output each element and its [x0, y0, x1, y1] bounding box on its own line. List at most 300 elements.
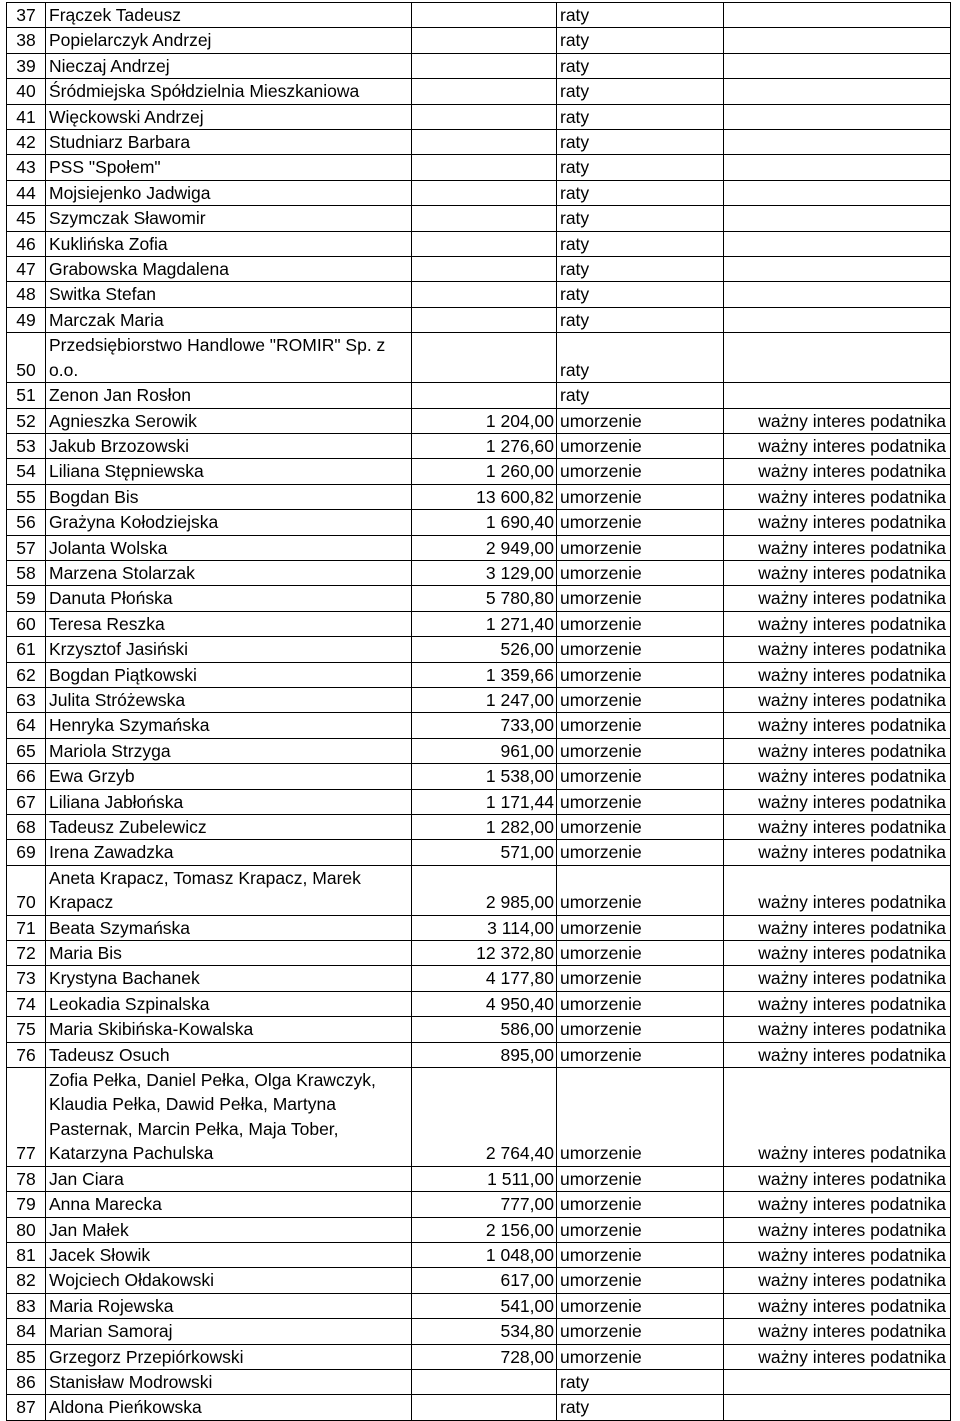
taxpayer-name: Zenon Jan Rosłon: [46, 383, 412, 408]
relief-reason: [724, 1369, 951, 1394]
relief-reason: ważny interes podatnika: [724, 1319, 951, 1344]
amount: [412, 282, 557, 307]
table-row: [7, 611, 951, 636]
amount: 1 538,00: [412, 764, 557, 789]
amount: 1 359,66: [412, 662, 557, 687]
taxpayer-name: Tadeusz Osuch: [46, 1042, 412, 1067]
row-number: 51: [7, 383, 46, 408]
table-row: [7, 1344, 951, 1369]
taxpayer-name: Jan Ciara: [46, 1166, 412, 1191]
relief-type: umorzenie: [557, 687, 724, 712]
relief-reason: ważny interes podatnika: [724, 713, 951, 738]
amount: [412, 231, 557, 256]
taxpayer-name: Kuklińska Zofia: [46, 231, 412, 256]
row-number: 57: [7, 535, 46, 560]
row-number: 46: [7, 231, 46, 256]
relief-reason: [724, 231, 951, 256]
taxpayer-name: Marian Samoraj: [46, 1319, 412, 1344]
amount: [412, 333, 557, 383]
table-row: [7, 1293, 951, 1318]
amount: 571,00: [412, 840, 557, 865]
table-row: [7, 231, 951, 256]
row-number: 50: [7, 333, 46, 383]
taxpayer-name: Julita Stróżewska: [46, 687, 412, 712]
taxpayer-name: Więckowski Andrzej: [46, 104, 412, 129]
taxpayer-name: Jan Małek: [46, 1217, 412, 1242]
row-number: 67: [7, 789, 46, 814]
relief-type: umorzenie: [557, 662, 724, 687]
taxpayer-name: Nieczaj Andrzej: [46, 53, 412, 78]
taxpayer-name: Liliana Stępniewska: [46, 459, 412, 484]
row-number: 73: [7, 966, 46, 991]
relief-reason: ważny interes podatnika: [724, 1042, 951, 1067]
relief-reason: [724, 3, 951, 28]
taxpayer-name: Popielarczyk Andrzej: [46, 28, 412, 53]
relief-type: umorzenie: [557, 484, 724, 509]
row-number: 70: [7, 865, 46, 915]
relief-type: umorzenie: [557, 865, 724, 915]
table-row: [7, 966, 951, 991]
relief-type: umorzenie: [557, 789, 724, 814]
table-row: [7, 28, 951, 53]
amount: [412, 130, 557, 155]
table-row: [7, 282, 951, 307]
relief-reason: ważny interes podatnika: [724, 815, 951, 840]
relief-type: umorzenie: [557, 991, 724, 1016]
row-number: 87: [7, 1395, 46, 1420]
table-row: [7, 1017, 951, 1042]
amount: 2 949,00: [412, 535, 557, 560]
amount: 2 156,00: [412, 1217, 557, 1242]
row-number: 47: [7, 257, 46, 282]
relief-type: raty: [557, 1369, 724, 1394]
amount: 3 114,00: [412, 915, 557, 940]
taxpayer-name: Bogdan Bis: [46, 484, 412, 509]
row-number: 54: [7, 459, 46, 484]
table-row: [7, 307, 951, 332]
amount: 1 247,00: [412, 687, 557, 712]
row-number: 81: [7, 1242, 46, 1267]
relief-type: umorzenie: [557, 1319, 724, 1344]
relief-reason: ważny interes podatnika: [724, 865, 951, 915]
relief-reason: [724, 155, 951, 180]
amount: 1 282,00: [412, 815, 557, 840]
taxpayer-name: Marzena Stolarzak: [46, 560, 412, 585]
amount: 1 271,40: [412, 611, 557, 636]
amount: [412, 104, 557, 129]
table-row: [7, 408, 951, 433]
row-number: 79: [7, 1192, 46, 1217]
table-row: [7, 383, 951, 408]
relief-reason: ważny interes podatnika: [724, 1217, 951, 1242]
relief-reason: ważny interes podatnika: [724, 408, 951, 433]
relief-type: umorzenie: [557, 815, 724, 840]
amount: 541,00: [412, 1293, 557, 1318]
relief-reason: ważny interes podatnika: [724, 764, 951, 789]
taxpayer-name: Maria Rojewska: [46, 1293, 412, 1318]
amount: 3 129,00: [412, 560, 557, 585]
table-row: [7, 991, 951, 1016]
relief-type: raty: [557, 155, 724, 180]
row-number: 85: [7, 1344, 46, 1369]
relief-type: raty: [557, 333, 724, 383]
relief-reason: ważny interes podatnika: [724, 560, 951, 585]
taxpayer-name: Irena Zawadzka: [46, 840, 412, 865]
taxpayer-name: Mojsiejenko Jadwiga: [46, 180, 412, 205]
relief-type: umorzenie: [557, 1217, 724, 1242]
table-row: [7, 789, 951, 814]
amount: 1 511,00: [412, 1166, 557, 1191]
relief-type: umorzenie: [557, 1192, 724, 1217]
relief-reason: [724, 130, 951, 155]
row-number: 55: [7, 484, 46, 509]
relief-table: [6, 2, 951, 1421]
taxpayer-name: Krystyna Bachanek: [46, 966, 412, 991]
relief-reason: ważny interes podatnika: [724, 611, 951, 636]
amount: [412, 180, 557, 205]
relief-reason: ważny interes podatnika: [724, 459, 951, 484]
relief-reason: ważny interes podatnika: [724, 1293, 951, 1318]
relief-reason: [724, 79, 951, 104]
relief-type: umorzenie: [557, 586, 724, 611]
table-row: [7, 1068, 951, 1167]
relief-type: umorzenie: [557, 560, 724, 585]
amount: 961,00: [412, 738, 557, 763]
table-row: [7, 180, 951, 205]
relief-type: raty: [557, 180, 724, 205]
relief-reason: ważny interes podatnika: [724, 1192, 951, 1217]
relief-reason: [724, 383, 951, 408]
taxpayer-name: Grabowska Magdalena: [46, 257, 412, 282]
amount: [412, 206, 557, 231]
table-row: [7, 459, 951, 484]
amount: [412, 28, 557, 53]
relief-type: raty: [557, 383, 724, 408]
row-number: 75: [7, 1017, 46, 1042]
amount: 777,00: [412, 1192, 557, 1217]
row-number: 64: [7, 713, 46, 738]
amount: [412, 3, 557, 28]
row-number: 69: [7, 840, 46, 865]
taxpayer-name: Beata Szymańska: [46, 915, 412, 940]
table-row: [7, 484, 951, 509]
table-row: [7, 1242, 951, 1267]
taxpayer-name: Agnieszka Serowik: [46, 408, 412, 433]
relief-type: umorzenie: [557, 1344, 724, 1369]
table-row: [7, 840, 951, 865]
relief-type: umorzenie: [557, 1166, 724, 1191]
relief-reason: ważny interes podatnika: [724, 510, 951, 535]
amount: 1 276,60: [412, 433, 557, 458]
table-row: [7, 333, 951, 383]
taxpayer-name: Studniarz Barbara: [46, 130, 412, 155]
relief-reason: ważny interes podatnika: [724, 1017, 951, 1042]
taxpayer-name: Anna Marecka: [46, 1192, 412, 1217]
table-row: [7, 1268, 951, 1293]
relief-type: umorzenie: [557, 915, 724, 940]
relief-reason: [724, 282, 951, 307]
table-row: [7, 915, 951, 940]
relief-type: umorzenie: [557, 1017, 724, 1042]
table-row: [7, 941, 951, 966]
amount: 1 048,00: [412, 1242, 557, 1267]
row-number: 77: [7, 1068, 46, 1167]
row-number: 52: [7, 408, 46, 433]
amount: 617,00: [412, 1268, 557, 1293]
relief-reason: [724, 1395, 951, 1420]
relief-type: raty: [557, 257, 724, 282]
amount: 1 204,00: [412, 408, 557, 433]
relief-reason: ważny interes podatnika: [724, 637, 951, 662]
relief-reason: ważny interes podatnika: [724, 484, 951, 509]
table-row: [7, 206, 951, 231]
relief-reason: ważny interes podatnika: [724, 433, 951, 458]
amount: 5 780,80: [412, 586, 557, 611]
amount: [412, 79, 557, 104]
table-row: [7, 1217, 951, 1242]
row-number: 49: [7, 307, 46, 332]
amount: 1 690,40: [412, 510, 557, 535]
table-row: [7, 257, 951, 282]
taxpayer-name: PSS "Społem": [46, 155, 412, 180]
table-row: [7, 1192, 951, 1217]
relief-type: umorzenie: [557, 433, 724, 458]
taxpayer-name: Aneta Krapacz, Tomasz Krapacz, Marek Krapacz: [46, 865, 412, 915]
amount: 12 372,80: [412, 941, 557, 966]
table-row: [7, 510, 951, 535]
relief-type: raty: [557, 3, 724, 28]
table-row: [7, 1395, 951, 1420]
relief-reason: ważny interes podatnika: [724, 1166, 951, 1191]
taxpayer-name: Stanisław Modrowski: [46, 1369, 412, 1394]
row-number: 41: [7, 104, 46, 129]
relief-type: umorzenie: [557, 1268, 724, 1293]
taxpayer-name: Leokadia Szpinalska: [46, 991, 412, 1016]
taxpayer-name: Przedsiębiorstwo Handlowe "ROMIR" Sp. z o.o.: [46, 333, 412, 383]
row-number: 53: [7, 433, 46, 458]
relief-reason: ważny interes podatnika: [724, 662, 951, 687]
taxpayer-name: Aldona Pieńkowska: [46, 1395, 412, 1420]
row-number: 76: [7, 1042, 46, 1067]
relief-reason: ważny interes podatnika: [724, 789, 951, 814]
relief-type: raty: [557, 206, 724, 231]
relief-type: umorzenie: [557, 738, 724, 763]
relief-type: raty: [557, 307, 724, 332]
table-row: [7, 535, 951, 560]
row-number: 39: [7, 53, 46, 78]
relief-reason: [724, 104, 951, 129]
table-row: [7, 637, 951, 662]
relief-reason: ważny interes podatnika: [724, 1068, 951, 1167]
relief-type: raty: [557, 53, 724, 78]
row-number: 66: [7, 764, 46, 789]
relief-reason: [724, 180, 951, 205]
taxpayer-name: Henryka Szymańska: [46, 713, 412, 738]
amount: [412, 257, 557, 282]
taxpayer-name: Śródmiejska Spółdzielnia Mieszkaniowa: [46, 79, 412, 104]
row-number: 61: [7, 637, 46, 662]
amount: [412, 383, 557, 408]
amount: [412, 307, 557, 332]
taxpayer-name: Tadeusz Zubelewicz: [46, 815, 412, 840]
row-number: 84: [7, 1319, 46, 1344]
relief-reason: ważny interes podatnika: [724, 966, 951, 991]
relief-type: umorzenie: [557, 1293, 724, 1318]
row-number: 80: [7, 1217, 46, 1242]
row-number: 43: [7, 155, 46, 180]
amount: 534,80: [412, 1319, 557, 1344]
relief-table-body: [7, 3, 951, 1421]
taxpayer-name: Maria Bis: [46, 941, 412, 966]
relief-reason: ważny interes podatnika: [724, 1344, 951, 1369]
relief-type: raty: [557, 231, 724, 256]
row-number: 71: [7, 915, 46, 940]
taxpayer-name: Szymczak Sławomir: [46, 206, 412, 231]
taxpayer-name: Wojciech Ołdakowski: [46, 1268, 412, 1293]
relief-type: umorzenie: [557, 764, 724, 789]
relief-type: umorzenie: [557, 535, 724, 560]
relief-type: umorzenie: [557, 611, 724, 636]
row-number: 86: [7, 1369, 46, 1394]
row-number: 62: [7, 662, 46, 687]
relief-type: raty: [557, 1395, 724, 1420]
taxpayer-name: Danuta Płońska: [46, 586, 412, 611]
taxpayer-name: Jolanta Wolska: [46, 535, 412, 560]
relief-type: umorzenie: [557, 408, 724, 433]
amount: 728,00: [412, 1344, 557, 1369]
relief-reason: ważny interes podatnika: [724, 840, 951, 865]
amount: [412, 1369, 557, 1394]
taxpayer-name: Grzegorz Przepiórkowski: [46, 1344, 412, 1369]
amount: 2 985,00: [412, 865, 557, 915]
row-number: 58: [7, 560, 46, 585]
taxpayer-name: Frączek Tadeusz: [46, 3, 412, 28]
row-number: 74: [7, 991, 46, 1016]
row-number: 37: [7, 3, 46, 28]
row-number: 63: [7, 687, 46, 712]
table-row: [7, 687, 951, 712]
row-number: 78: [7, 1166, 46, 1191]
amount: [412, 155, 557, 180]
amount: 4 177,80: [412, 966, 557, 991]
row-number: 72: [7, 941, 46, 966]
relief-reason: ważny interes podatnika: [724, 738, 951, 763]
amount: [412, 53, 557, 78]
relief-type: umorzenie: [557, 1242, 724, 1267]
relief-type: raty: [557, 28, 724, 53]
row-number: 65: [7, 738, 46, 763]
relief-reason: [724, 28, 951, 53]
relief-reason: [724, 206, 951, 231]
table-row: [7, 1369, 951, 1394]
relief-type: umorzenie: [557, 637, 724, 662]
taxpayer-name: Marczak Maria: [46, 307, 412, 332]
relief-type: umorzenie: [557, 713, 724, 738]
amount: 526,00: [412, 637, 557, 662]
row-number: 44: [7, 180, 46, 205]
table-row: [7, 1166, 951, 1191]
relief-type: umorzenie: [557, 840, 724, 865]
relief-type: raty: [557, 79, 724, 104]
relief-reason: ważny interes podatnika: [724, 687, 951, 712]
amount: 733,00: [412, 713, 557, 738]
relief-type: umorzenie: [557, 941, 724, 966]
row-number: 59: [7, 586, 46, 611]
row-number: 42: [7, 130, 46, 155]
amount: 1 171,44: [412, 789, 557, 814]
relief-reason: ważny interes podatnika: [724, 586, 951, 611]
relief-reason: ważny interes podatnika: [724, 1242, 951, 1267]
taxpayer-name: Liliana Jabłońska: [46, 789, 412, 814]
table-row: [7, 3, 951, 28]
relief-reason: ważny interes podatnika: [724, 1268, 951, 1293]
relief-type: umorzenie: [557, 1042, 724, 1067]
table-row: [7, 764, 951, 789]
table-row: [7, 104, 951, 129]
taxpayer-name: Ewa Grzyb: [46, 764, 412, 789]
taxpayer-name: Zofia Pełka, Daniel Pełka, Olga Krawczyk, Klaudia Pełka, Dawid Pełka, Martyna Pasternak, Marcin Pełka, Maja Tober, Katarzyna Pachulska: [46, 1068, 412, 1167]
taxpayer-name: Mariola Strzyga: [46, 738, 412, 763]
row-number: 38: [7, 28, 46, 53]
row-number: 68: [7, 815, 46, 840]
amount: 1 260,00: [412, 459, 557, 484]
row-number: 48: [7, 282, 46, 307]
row-number: 56: [7, 510, 46, 535]
relief-type: raty: [557, 282, 724, 307]
relief-type: umorzenie: [557, 459, 724, 484]
relief-type: raty: [557, 104, 724, 129]
relief-reason: ważny interes podatnika: [724, 535, 951, 560]
relief-reason: [724, 307, 951, 332]
amount: 13 600,82: [412, 484, 557, 509]
table-row: [7, 815, 951, 840]
taxpayer-name: Grażyna Kołodziejska: [46, 510, 412, 535]
taxpayer-name: Jacek Słowik: [46, 1242, 412, 1267]
taxpayer-name: Maria Skibińska-Kowalska: [46, 1017, 412, 1042]
taxpayer-name: Teresa Reszka: [46, 611, 412, 636]
table-row: [7, 1042, 951, 1067]
relief-reason: ważny interes podatnika: [724, 915, 951, 940]
row-number: 83: [7, 1293, 46, 1318]
taxpayer-name: Krzysztof Jasiński: [46, 637, 412, 662]
row-number: 60: [7, 611, 46, 636]
table-row: [7, 560, 951, 585]
table-row: [7, 53, 951, 78]
table-row: [7, 433, 951, 458]
amount: 586,00: [412, 1017, 557, 1042]
table-row: [7, 130, 951, 155]
taxpayer-name: Jakub Brzozowski: [46, 433, 412, 458]
table-row: [7, 155, 951, 180]
relief-type: umorzenie: [557, 966, 724, 991]
relief-type: umorzenie: [557, 1068, 724, 1167]
row-number: 40: [7, 79, 46, 104]
table-row: [7, 662, 951, 687]
taxpayer-name: Switka Stefan: [46, 282, 412, 307]
table-row: [7, 586, 951, 611]
relief-reason: ważny interes podatnika: [724, 991, 951, 1016]
table-row: [7, 865, 951, 915]
table-row: [7, 79, 951, 104]
relief-type: raty: [557, 130, 724, 155]
amount: 895,00: [412, 1042, 557, 1067]
row-number: 82: [7, 1268, 46, 1293]
relief-reason: ważny interes podatnika: [724, 941, 951, 966]
relief-type: umorzenie: [557, 510, 724, 535]
table-row: [7, 738, 951, 763]
relief-reason: [724, 333, 951, 383]
table-row: [7, 713, 951, 738]
